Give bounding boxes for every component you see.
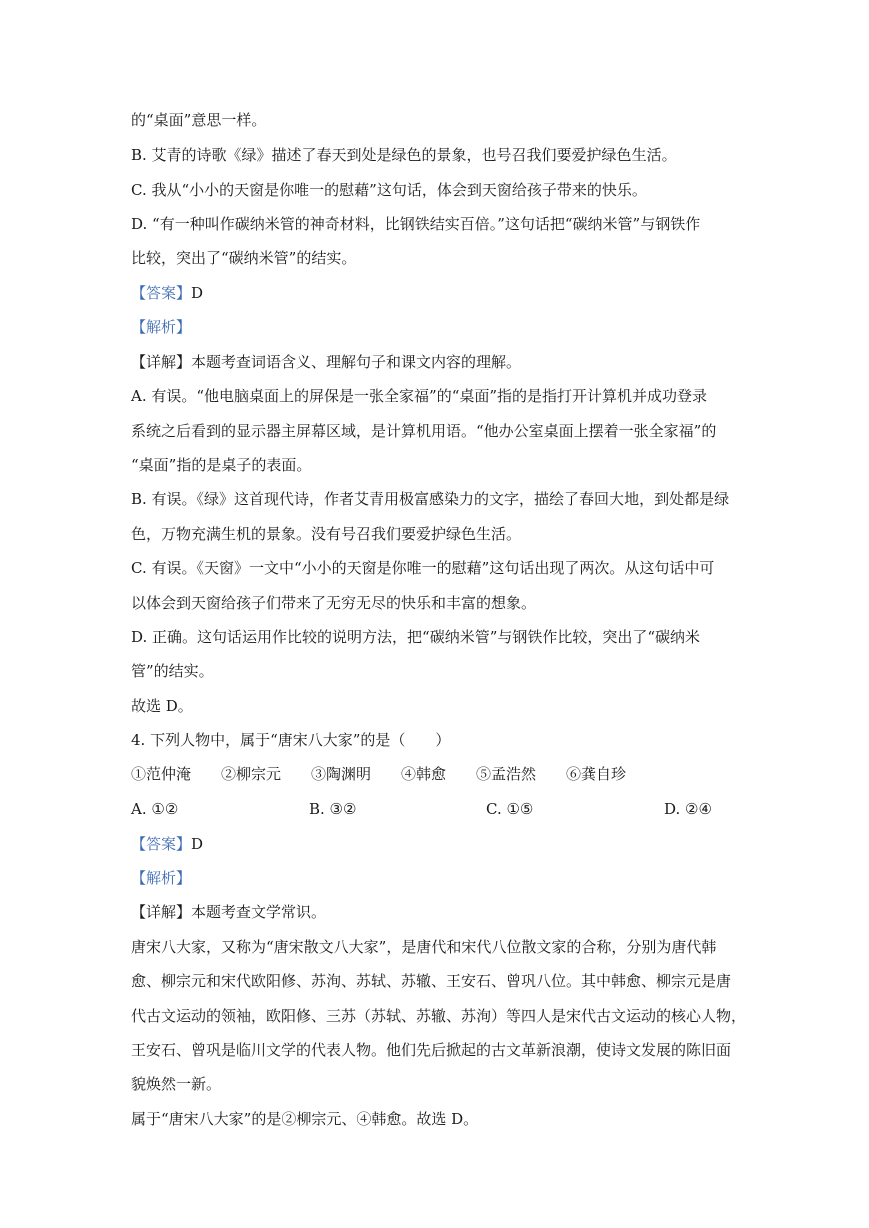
detail-heading: 【详解】本题考查词语含义、理解句子和课文内容的理解。 [131,353,522,371]
answer-value: D [191,284,204,302]
answer-tag: 【答案】 [131,835,192,853]
option-d-statement: D. “有一种叫作碳纳米管的神奇材料，比钢铁结实百倍。”这句话把“碳纳米管”与钢铁作 [131,215,701,233]
analysis-tag: 【解析】 [131,318,192,336]
text-line: 的“桌面”意思一样。 [131,111,267,129]
question-4: 4. 下列人物中，属于“唐宋八大家”的是（ ） [131,731,451,749]
text-line: 色，万物充满生机的景象。没有号召我们要爱护绿色生活。 [131,525,522,543]
choice-b: B. ③② [309,800,357,818]
text-line: 代古文运动的领袖，欧阳修、三苏（苏轼、苏辙、苏洵）等四人是宋代古文运动的核心人物， [131,1007,747,1025]
choice-d: D. ②④ [664,800,712,818]
text-line: 唐宋八大家，又称为“唐宋散文八大家”，是唐代和宋代八位散文家的合称，分别为唐代韩 [131,938,717,956]
answer-tag: 【答案】 [131,284,192,302]
choice-a: A. ①② [131,800,179,818]
text-line: 管”的结实。 [131,662,214,680]
text-line: 比较，突出了“碳纳米管”的结实。 [131,249,357,267]
text-line: “桌面”指的是桌子的表面。 [131,456,312,474]
text-line: 貌焕然一新。 [131,1075,222,1093]
option-b-statement: B. 艾青的诗歌《绿》描述了春天到处是绿色的景象，也号召我们要爱护绿色生活。 [131,146,677,164]
text-line: 愈、柳宗元和宋代欧阳修、苏洵、苏轼、苏辙、王安石、曾巩八位。其中韩愈、柳宗元是唐 [131,972,732,990]
detail-heading: 【详解】本题考查文学常识。 [131,903,327,921]
text-line: 系统之后看到的显示器主屏幕区域，是计算机用语。“他办公室桌面上摆着一张全家福”的 [131,422,717,440]
text-line: 以体会到天窗给孩子们带来了无穷无尽的快乐和丰富的想象。 [131,594,537,612]
text-line: 属于“唐宋八大家”的是②柳宗元、④韩愈。故选 D。 [131,1110,479,1128]
analysis-tag: 【解析】 [131,869,192,887]
text-line: 王安石、曾巩是临川文学的代表人物。他们先后掀起的古文革新浪潮，使诗文发展的陈旧面 [131,1041,732,1059]
answer-line [131,283,203,303]
text-line: C. 有误。《天窗》一文中“小小的天窗是你唯一的慰藉”这句话出现了两次。从这句话中可 [131,559,715,577]
choice-c: C. ①⑤ [486,800,534,818]
text-line: A. 有误。“他电脑桌面上的屏保是一张全家福”的“桌面”指的是指打开计算机并成功登录 [131,387,708,405]
answer-value: D [191,835,204,853]
text-line: 故选 D。 [131,697,193,715]
option-c-statement: C. 我从“小小的天窗是你唯一的慰藉”这句话，体会到天窗给孩子带来的快乐。 [131,181,647,199]
text-line: D. 正确。这句话运用作比较的说明方法，把“碳纳米管”与钢铁作比较，突出了“碳纳米 [131,628,701,646]
question-4-items: ①范仲淹 ②柳宗元 ③陶渊明 ④韩愈 ⑤孟浩然 ⑥龚自珍 [131,765,627,783]
answer-line [131,834,203,854]
text-line: B. 有误。《绿》这首现代诗，作者艾青用极富感染力的文字，描绘了春回大地，到处都是绿 [131,490,730,508]
